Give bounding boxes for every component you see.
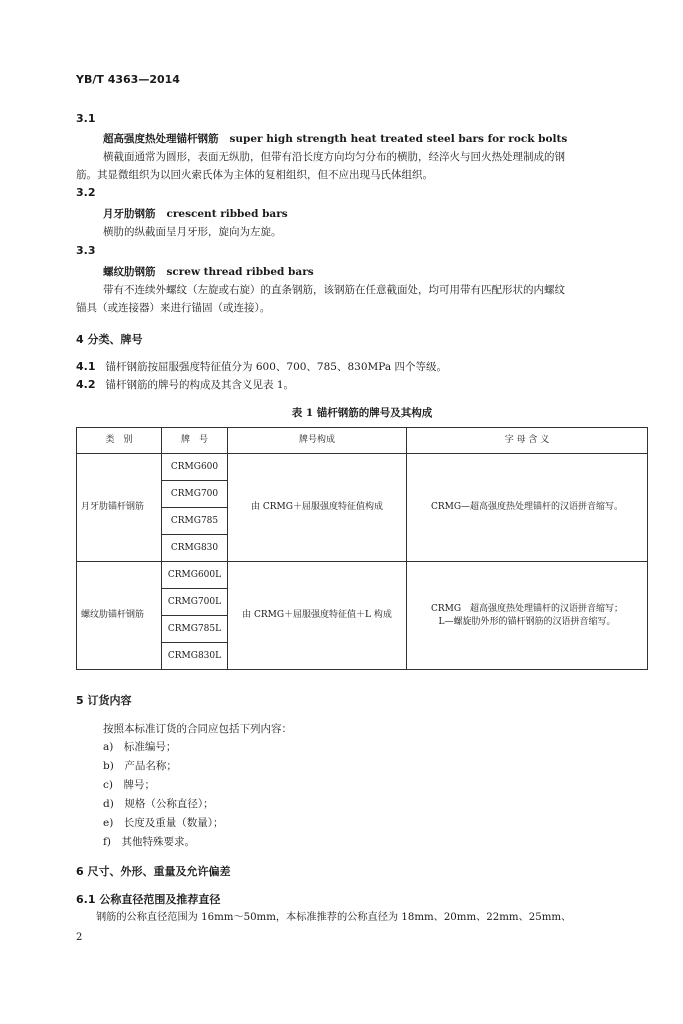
table-1-caption: 表 1 锚杆钢筋的牌号及其构成	[291, 407, 433, 419]
table-cell-grade: CRMG700	[161, 480, 228, 508]
list-item: d) 规格（公称直径）；	[103, 798, 214, 810]
page-number: 2	[76, 932, 83, 943]
section-5-intro: 按照本标准订货的合同应包括下列内容：	[103, 723, 292, 735]
table-cell-grade: CRMG785L	[161, 615, 228, 643]
table-header-category: 类 别	[76, 427, 162, 454]
section-4-title: 4 分类、牌号	[76, 333, 143, 346]
section-5-title: 5 订货内容	[76, 694, 132, 707]
clause-6-1-title: 6.1 公称直径范围及推荐直径	[76, 893, 221, 906]
clause-number: 4.1	[76, 360, 96, 373]
term-chinese: 月牙肋钢筋	[103, 208, 156, 220]
section-3-3-line2: 锚具（或连接器）来进行锚固（或连接）。	[76, 302, 271, 314]
list-item: b) 产品名称；	[103, 760, 177, 772]
clause-4-1	[76, 359, 447, 375]
table-cell-composition: 由 CRMG＋屈服强度特征值＋L 构成	[227, 561, 407, 670]
table-header-composition: 牌号构成	[227, 427, 407, 454]
table-cell-grade: CRMG600L	[161, 561, 228, 589]
table-row-category-screw: 螺纹肋锚杆钢筋	[76, 561, 162, 670]
table-row-category-crescent: 月牙肋锚杆钢筋	[76, 453, 162, 562]
section-6-title: 6 尺寸、外形、重量及允许偏差	[76, 865, 231, 878]
term-english: super high strength heat treated steel bars for rock bolts	[229, 133, 568, 145]
list-item: c) 牌号；	[103, 779, 155, 791]
term-chinese: 超高强度热处理锚杆钢筋	[103, 133, 219, 145]
section-3-2-line1: 横肋的纵截面呈月牙形，旋向为左旋。	[103, 226, 282, 238]
term-english: screw thread ribbed bars	[166, 266, 314, 278]
table-cell-meaning	[406, 561, 648, 670]
table-cell-meaning: CRMG—超高强度热处理锚杆的汉语拼音缩写。	[406, 453, 648, 562]
table-header-grade: 牌 号	[161, 427, 228, 454]
table-cell-grade: CRMG700L	[161, 588, 228, 616]
section-3-1-number: 3.1	[76, 112, 96, 125]
table-cell-grade: CRMG785	[161, 507, 228, 535]
clause-6-1-text: 钢筋的公称直径范围为 16mm～50mm，本标准推荐的公称直径为 18mm、20mm、22mm、25mm、	[96, 912, 572, 923]
term-chinese: 螺纹肋钢筋	[103, 266, 156, 278]
list-item: a) 标准编号；	[103, 741, 177, 753]
section-3-1-line2: 筋。其显微组织为以回火索氏体为主体的复相组织，但不应出现马氏体组织。	[76, 169, 433, 181]
clause-text: 锚杆钢筋的牌号的构成及其含义见表 1。	[105, 379, 295, 391]
table-cell-grade: CRMG830	[161, 534, 228, 562]
section-3-2-number: 3.2	[76, 186, 96, 199]
section-3-3-term	[103, 264, 314, 279]
list-item: f) 其他特殊要求。	[103, 836, 195, 848]
table-header-meaning: 字 母 含 义	[406, 427, 648, 454]
term-english: crescent ribbed bars	[166, 208, 288, 220]
table-1	[76, 427, 648, 670]
table-cell-composition: 由 CRMG＋屈服强度特征值构成	[227, 453, 407, 562]
clause-text: 锚杆钢筋按屈服强度特征值分为 600、700、785、830MPa 四个等级。	[105, 361, 447, 373]
meaning-line: CRMG 超高强度热处理锚杆的汉语拼音缩写；	[430, 603, 624, 614]
meaning-line: L—螺旋肋外形的锚杆钢筋的汉语拼音缩写。	[438, 616, 616, 627]
section-3-3-number: 3.3	[76, 244, 96, 257]
section-3-1-term	[103, 131, 567, 146]
section-3-3-line1: 带有不连续外螺纹（左旋或右旋）的直条钢筋，该钢筋在任意截面处，均可用带有匹配形状的内螺纹	[103, 284, 565, 296]
section-3-2-term	[103, 206, 288, 221]
clause-4-2	[76, 377, 294, 393]
table-cell-grade: CRMG830L	[161, 642, 228, 670]
section-3-1-line1: 横截面通常为圆形，表面无纵肋，但带有沿长度方向均匀分布的横肋，经淬火与回火热处理制成的钢	[103, 151, 565, 163]
table-cell-grade: CRMG600	[161, 453, 228, 481]
clause-number: 4.2	[76, 378, 96, 391]
document-header: YB/T 4363—2014	[76, 73, 180, 86]
list-item: e) 长度及重量（数量）；	[103, 817, 224, 829]
